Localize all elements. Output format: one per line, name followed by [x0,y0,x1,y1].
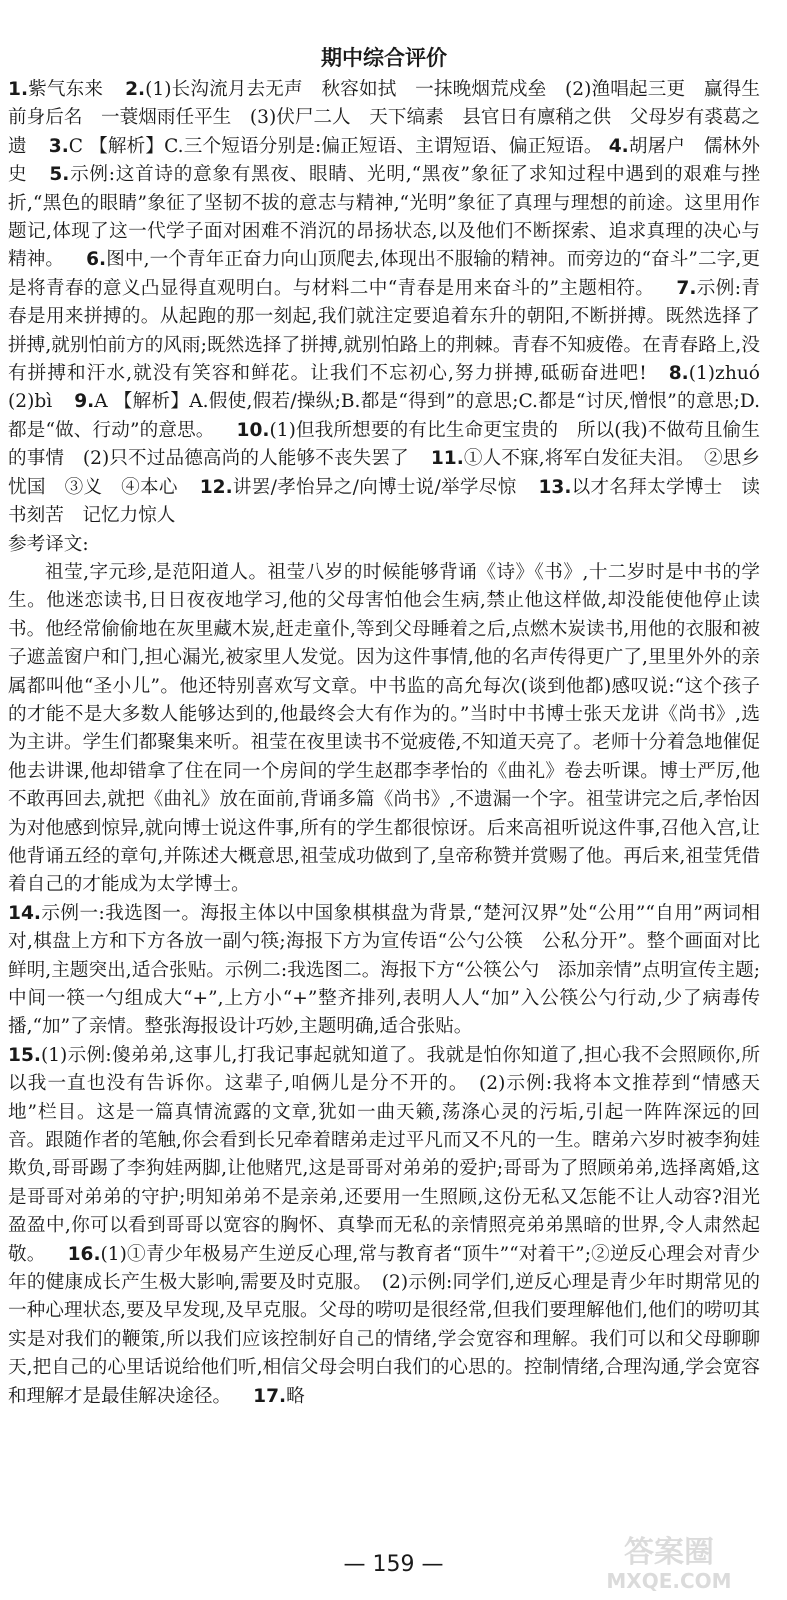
q7-answer: 示例:青春是用来拼搏的。从起跑的那一刻起,我们就注定要追着东升的朝阳,不断拼搏。既然选择了拼搏,就别怕前方的风雨;既然选择了拼搏,就别怕路上的荆棘。青春不知疲倦。在青春路上,没有拼搏和汗水,就没有笑容和鲜花。让我们不忘初心,努力拼搏,砥砺奋进吧! [8,277,761,385]
q3-number: 3. [48,135,69,157]
q2-number: 2. [125,79,146,100]
watermark-text-main: 答案圈 [624,1535,714,1570]
q8-number: 8. [668,363,689,385]
q5-number: 5. [49,164,70,186]
q9-number: 9. [74,391,95,413]
q7-number: 7. [676,277,697,299]
answer-page [8,42,779,1411]
q17-number: 17. [253,1385,287,1407]
q10-answer: (1)但我所想要的有比生命更宝贵的 所以(我)不做苟且偷生的事情 (2)只不过品德高尚的人能够不丧失罢了 [8,419,760,470]
q3-answer: C 【解析】C.三个短语分别是:偏正短语、主谓短语、偏正短语。 [68,135,603,157]
q14-number: 14. [8,902,41,924]
q16-answer: (1)①青少年极易产生逆反心理,常与教育者“顶牛”“对着干”;②逆反心理会对青少年的健康成长产生极大影响,需要及时克服。 (2)示例:同学们,逆反心理是青少年时期常见的一种心理状态,要及早发现,及早克服。父母的唠叨是很经常,但我们要理解他们,他们的唠叨其实是对我们的鞭策,所以我们应该控制好自己的情绪,学会宽容和理解。我们可以和父母聊聊天,把自己的心里话说给他们听,相信父母会明白我们的心思的。控制情绪,合理沟通,学会宽容和理解才是最佳解决途径。 [8,1243,760,1407]
q15-number: 15. [8,1044,41,1066]
q14-answer: 示例一:我选图一。海报主体以中国象棋棋盘为背景,“楚河汉界”处“公用”“自用”两词相对,棋盘上方和下方各放一副勺筷;海报下方为宣传语“公勺公筷 公私分开”。整个画面对比鲜明,主题突出,适合张贴。示例二:我选图二。海报下方“公筷公勺 添加亲情”点明宣传主题;中间一筷一勺组成大“+”,上方小“+”整齐排列,表明人人“加”入公筷公勺行动,少了病毒传播,“加”了亲情。整张海报设计巧妙,主题明确,适合张贴。 [8,902,760,1038]
q4-answer: 胡屠户 儒林外史 [8,135,760,186]
q6-number: 6. [86,249,107,271]
translation-label: 参考译文: [8,533,89,555]
page-title: 期中综合评价 [321,46,447,70]
q15-answer: (1)示例:傻弟弟,这事儿,打我记事起就知道了。我就是怕你知道了,担心我不会照顾你,所以我一直也没有告诉你。这辈子,咱俩儿是分不开的。 (2)示例:我将本文推荐到“情感天地”栏目。这是一篇真情流露的文章,犹如一曲天籁,荡涤心灵的污垢,引起一阵阵深远的回音。跟随作者的笔触,你会看到长兄牵着瞎弟走过平凡而又不凡的一生。瞎弟六岁时被李狗娃欺负,哥哥踢了李狗娃两脚,让他赌咒,这是哥哥对弟弟的爱护;哥哥为了照顾弟弟,选择离婚,这是哥哥对弟弟的守护;明知弟弟不是亲弟,还要用一生照顾,这份无私又怎能不让人动容?泪光盈盈中,你可以看到哥哥以宽容的胸怀、真挚而无私的亲情照亮弟弟黑暗的世界,令人肃然起敬。 [8,1044,760,1265]
q11-number: 11. [430,448,464,470]
translation-text: 祖莹,字元珍,是范阳道人。祖莹八岁的时候能够背诵《诗》《书》,十二岁时是中书的学生。他迷恋读书,日日夜夜地学习,他的父母害怕他会生病,禁止他这样做,却没能使他停止读书。他经常偷偷地在灰里藏木炭,赶走童仆,等到父母睡着之后,点燃木炭读书,用他的衣服和被子遮盖窗户和门,担心漏光,被家里人发觉。因为这件事情,他的名声传得更广了,里里外外的亲属都叫他“圣小儿”。他还特别喜欢写文章。中书监的高允每次(谈到他都)感叹说:“这个孩子的才能不是大多数人能够达到的,他最终会大有作为的。”当时中书博士张天龙讲《尚书》,选为主讲。学生们都聚集来听。祖莹在夜里读书不觉疲倦,不知道天亮了。老师十分着急地催促他去讲课,他却错拿了住在同一个房间的学生赵郡李孝怡的《曲礼》卷去听课。博士严厉,他不敢再回去,就把《曲礼》放在面前,背诵多篇《尚书》,不遗漏一个字。祖莹讲完之后,孝怡因为对他感到惊异,就向博士说这件事,所有的学生都很惊讶。后来高祖听说这件事,召他入宫,让他背诵五经的章句,并陈述大概意思,祖莹成功做到了,皇帝称赞并赏赐了他。再后来,祖莹凭借着自己的才能成为太学博士。 [8,561,760,896]
watermark-text-url: MXQE.COM [606,1569,732,1593]
q17-answer: 略 [286,1385,305,1407]
q5-answer: 示例:这首诗的意象有黑夜、眼睛、光明,“黑夜”象征了求知过程中遇到的艰难与挫折,“黑色的眼睛”象征了坚韧不拔的意志与精神,“光明”象征了真理与理想的前途。这里用作题记,体现了这一代学子面对困难不消沉的昂扬状态,以及他们不断探索、追求真理的决心与精神。 [8,164,760,271]
answer-15 [8,1042,760,1411]
q13-number: 13. [538,476,572,498]
q16-number: 16. [67,1243,101,1265]
watermark-logo [569,1528,769,1594]
q12-number: 12. [199,476,233,498]
q6-answer: 图中,一个青年正奋力向山顶爬去,体现出不服输的精神。而旁边的“奋斗”二字,更是将青春的意义凸显得直观明白。与材料二中“青春是用来奋斗的”主题相符。 [8,249,760,299]
page-number: — 159 — [343,1552,444,1577]
q13-answer: 以才名拜太学博士 读书刻苦 记忆力惊人 [8,476,760,527]
q12-answer: 讲罢/孝怡异之/向博士说/举学尽惊 [232,476,517,498]
answer-14 [8,900,760,1042]
q8-answer: (1)zhuó (2)bì [8,363,779,413]
answer-body [8,76,779,1411]
q10-number: 10. [236,419,270,441]
answers-1-13 [8,76,779,531]
q4-number: 4. [608,135,629,157]
q9-answer: A 【解析】A.假使,假若/操纵;B.都是“得到”的意思;C.都是“讨厌,憎恨”的意思;D.都是“做、行动”的意思。 [8,391,760,441]
q2-answer: (1)长沟流月去无声 秋容如拭 一抹晚烟荒戍垒 (2)渔唱起三更 赢得生前身后名 一蓑烟雨任平生 (3)伏尸二人 天下缟素 县官日有廪稍之供 父母岁有裘葛之遗 [8,79,760,157]
q1-answer: 紫气东来 [28,79,104,100]
watermark-logo-icon [569,1528,769,1594]
q1-number: 1. [8,79,29,100]
q11-answer: ①人不寐,将军白发征夫泪。 ②思乡忧国 ③义 ④本心 [8,448,760,498]
